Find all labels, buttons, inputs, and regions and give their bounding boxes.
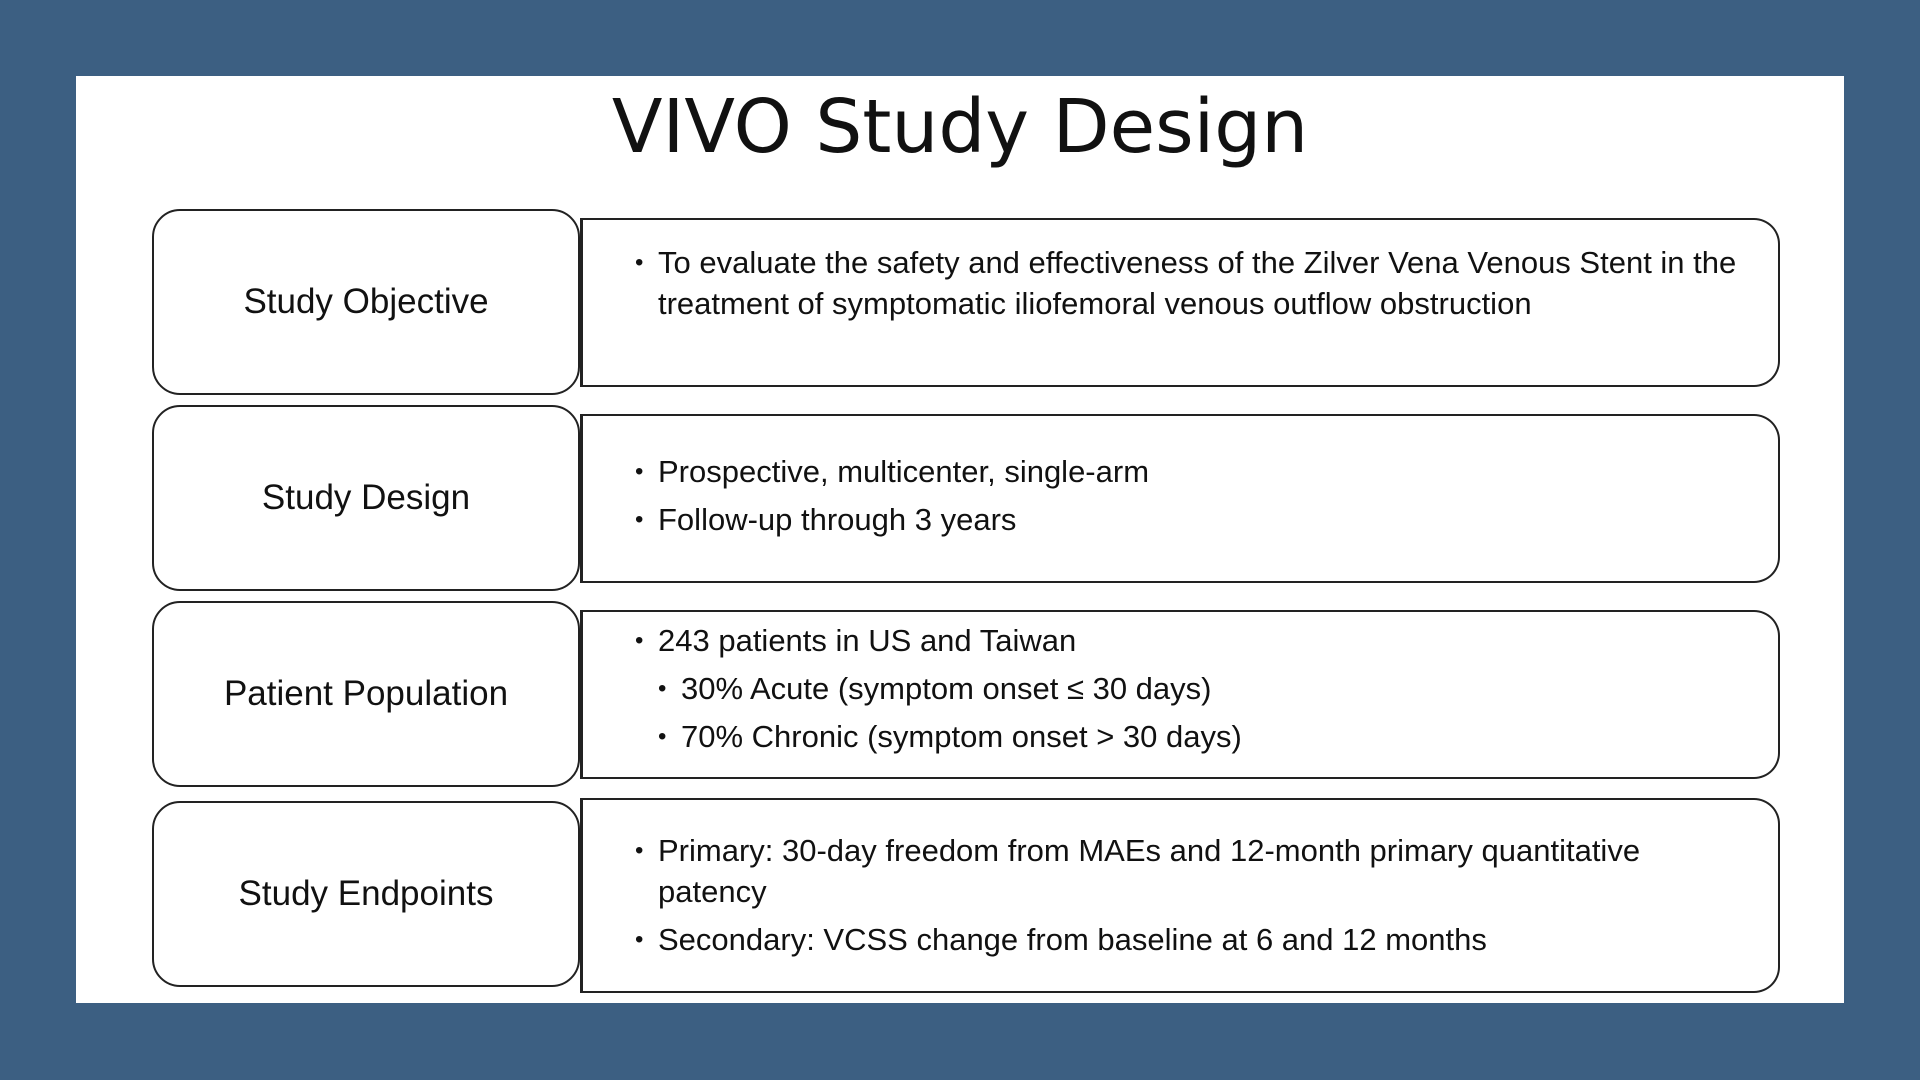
- row-content-study-objective: [580, 218, 1780, 387]
- bullet-text: Primary: 30-day freedom from MAEs and 12-month primary quantitative patency: [658, 833, 1641, 909]
- bullet-icon: •: [635, 837, 644, 864]
- bullet-icon: •: [635, 627, 644, 654]
- bullet-icon: •: [658, 723, 667, 750]
- row-content-patient-population: [580, 610, 1780, 779]
- bullet-list: [635, 242, 1738, 324]
- list-item-sub: [658, 716, 1738, 757]
- list-item-sub: [658, 668, 1738, 709]
- slide: [76, 76, 1844, 1003]
- row-label-study-objective: Study Objective: [152, 209, 580, 395]
- bullet-text: 30% Acute (symptom onset ≤ 30 days): [681, 671, 1212, 706]
- list-item: [635, 242, 1738, 324]
- bullet-text: 243 patients in US and Taiwan: [658, 623, 1077, 658]
- bullet-list: [635, 830, 1738, 967]
- slide-title: VIVO Study Design: [611, 84, 1309, 170]
- row-label-patient-population: Patient Population: [152, 601, 580, 787]
- list-item: [635, 830, 1738, 912]
- list-item: [635, 451, 1738, 492]
- row-content-study-endpoints: [580, 798, 1780, 993]
- list-item: [635, 919, 1738, 960]
- row-label-study-design: Study Design: [152, 405, 580, 591]
- list-item: [635, 620, 1738, 661]
- bullet-icon: •: [658, 675, 667, 702]
- bullet-list: [635, 451, 1738, 547]
- bullet-text: Prospective, multicenter, single-arm: [658, 454, 1150, 489]
- bullet-list: [635, 620, 1738, 764]
- bullet-text: Secondary: VCSS change from baseline at 6 and 12 months: [658, 922, 1487, 957]
- bullet-icon: •: [635, 249, 644, 276]
- bullet-icon: •: [635, 926, 644, 953]
- bullet-text: Follow-up through 3 years: [658, 502, 1017, 537]
- bullet-icon: •: [635, 458, 644, 485]
- row-content-study-design: [580, 414, 1780, 583]
- list-item: [635, 499, 1738, 540]
- row-label-study-endpoints: Study Endpoints: [152, 801, 580, 987]
- bullet-text: 70% Chronic (symptom onset > 30 days): [681, 719, 1242, 754]
- bullet-text: To evaluate the safety and effectiveness of the Zilver Vena Venous Stent in the treatment of symptomatic iliofemoral venous outflow obstruction: [658, 245, 1737, 321]
- bullet-icon: •: [635, 506, 644, 533]
